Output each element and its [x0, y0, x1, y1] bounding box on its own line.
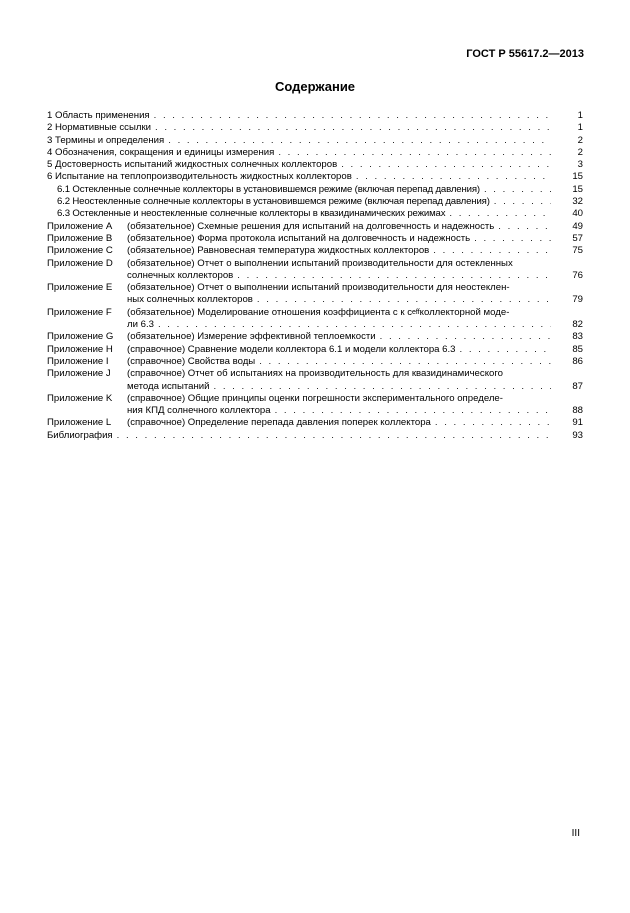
appendix-title-line: (справочное) Отчет об испытаниях на производительность для квазидинамического — [127, 368, 503, 380]
toc-entry-appendix[interactable] — [47, 282, 583, 307]
toc-entry-text: 6 Испытание на теплопроизводительность жидкостных коллекторов — [47, 171, 352, 183]
toc-entry-appendix[interactable] — [47, 417, 583, 429]
appendix-prefix: Приложение F — [47, 306, 112, 318]
toc-page-number: 76 — [572, 269, 583, 281]
appendix-title-line: (обязательное) Форма протокола испытаний на долговечность и надежность — [127, 232, 471, 244]
toc-entry-appendix[interactable] — [47, 221, 583, 233]
toc-entry-appendix[interactable] — [47, 368, 583, 393]
toc-page-number: 3 — [577, 159, 583, 171]
toc-entry-bibliography[interactable] — [47, 430, 583, 442]
toc-entry[interactable] — [47, 110, 583, 122]
toc-page-number: 93 — [572, 429, 583, 441]
appendix-title-line: (справочное) Определение перепада давления поперек коллектора — [127, 417, 431, 429]
toc-entry-appendix[interactable] — [47, 245, 583, 257]
toc-page-number: 87 — [572, 380, 583, 392]
appendix-title-line: ли 6.3 — [127, 319, 154, 331]
toc-subentry[interactable] — [47, 208, 583, 220]
toc-page-number: 91 — [572, 417, 583, 429]
appendix-prefix: Приложение L — [47, 417, 112, 429]
toc-entry-text: 4 Обозначения, сокращения и единицы измерения — [47, 146, 275, 158]
toc-entry-appendix[interactable] — [47, 233, 583, 245]
table-of-contents — [47, 110, 583, 442]
appendix-list — [47, 221, 583, 430]
toc-page-number: 40 — [572, 208, 583, 220]
toc-entry-appendix[interactable] — [47, 331, 583, 343]
toc-subentry[interactable] — [47, 184, 583, 196]
toc-page-number: 83 — [572, 331, 583, 343]
appendix-prefix: Приложение K — [47, 392, 113, 404]
appendix-title-line: (обязательное) Моделирование отношения коэффициента c к c — [127, 306, 412, 318]
appendix-prefix: Приложение A — [47, 220, 113, 232]
toc-page-number: 85 — [572, 343, 583, 355]
toc-entry[interactable] — [47, 122, 583, 134]
toc-entry-text: 6.3 Остекленные и неостекленные солнечные коллекторы в квазидинамических режимах — [57, 208, 446, 220]
toc-entry-text: 6.1 Остекленные солнечные коллекторы в установившемся режиме (включая перепад давления) — [57, 183, 480, 195]
toc-subentry[interactable] — [47, 196, 583, 208]
toc-page-number: 1 — [577, 122, 583, 134]
page-number-roman: III — [571, 828, 580, 839]
toc-entry-text: 6.2 Неостекленные солнечные коллекторы в установившемся режиме (включая перепад давления) — [57, 196, 490, 208]
toc-entry-appendix[interactable] — [47, 393, 583, 418]
toc-entry-appendix[interactable] — [47, 258, 583, 283]
toc-entry-text: 2 Нормативные ссылки — [47, 122, 152, 134]
toc-page-number: 57 — [572, 232, 583, 244]
toc-page-number: 15 — [572, 183, 583, 195]
toc-page-number: 82 — [572, 319, 583, 331]
appendix-prefix: Приложение C — [47, 245, 113, 257]
appendix-title-line: (обязательное) Схемные решения для испытаний на долговечность и надежность — [127, 220, 495, 232]
appendix-prefix: Приложение G — [47, 331, 114, 343]
appendix-prefix: Приложение E — [47, 282, 113, 294]
appendix-prefix: Приложение B — [47, 232, 113, 244]
appendix-title-line: (справочное) Общие принципы оценки погрешности экспериментального определе- — [127, 392, 503, 404]
appendix-prefix: Приложение I — [47, 355, 109, 367]
appendix-prefix: Приложение H — [47, 343, 113, 355]
standard-number: ГОСТ Р 55617.2—2013 — [466, 48, 584, 60]
appendix-title-line: ных солнечных коллекторов — [127, 294, 253, 306]
appendix-title-line: (справочное) Сравнение модели коллектора 6.1 и модели коллектора 6.3 — [127, 343, 456, 355]
toc-entry[interactable] — [47, 135, 583, 147]
appendix-title-line: ния КПД солнечного коллектора — [127, 405, 271, 417]
toc-page-number: 75 — [572, 245, 583, 257]
toc-entry-text: Библиография — [47, 429, 113, 441]
appendix-title-line: (обязательное) Отчет о выполнении испытаний производительности для неостеклен- — [127, 282, 510, 294]
appendix-prefix: Приложение D — [47, 257, 113, 269]
toc-page-number: 2 — [577, 146, 583, 158]
toc-page-number: 15 — [572, 171, 583, 183]
toc-page-number: 2 — [577, 134, 583, 146]
appendix-title-line: (обязательное) Измерение эффективной теплоемкости — [127, 331, 376, 343]
appendix-title-line: метода испытаний — [127, 380, 210, 392]
toc-entry-appendix[interactable] — [47, 356, 583, 368]
toc-page-number: 49 — [572, 220, 583, 232]
toc-entry-text: 3 Термины и определения — [47, 134, 165, 146]
appendix-prefix: Приложение J — [47, 368, 111, 380]
toc-entry-text: 5 Достоверность испытаний жидкостных солнечных коллекторов — [47, 159, 338, 171]
toc-entry-text: 1 Область применения — [47, 110, 150, 121]
page-title: Содержание — [274, 79, 356, 94]
toc-page-number: 79 — [572, 294, 583, 306]
appendix-title-line: (обязательное) Отчет о выполнении испытаний производительности для остекленных — [127, 257, 513, 269]
toc-entry[interactable] — [47, 171, 583, 183]
appendix-title-line: солнечных коллекторов — [127, 269, 234, 281]
toc-entry[interactable] — [47, 147, 583, 159]
toc-entry-appendix[interactable] — [47, 344, 583, 356]
toc-page-number: 88 — [572, 405, 583, 417]
appendix-title-line: (обязательное) Равновесная температура жидкостных коллекторов — [127, 245, 430, 257]
toc-page-number: 1 — [577, 110, 583, 121]
toc-page-number: 32 — [572, 196, 583, 208]
appendix-title-line: (справочное) Свойства воды — [127, 355, 256, 367]
subscript: eff — [412, 308, 420, 316]
toc-entry-appendix[interactable]: Приложение F (обязательное) Моделирование отношения коэффициента c к c eff коллекторной моде- ли 6.3 . . . 82 — [47, 307, 583, 332]
toc-page-number: 86 — [572, 355, 583, 367]
toc-entry[interactable] — [47, 159, 583, 171]
